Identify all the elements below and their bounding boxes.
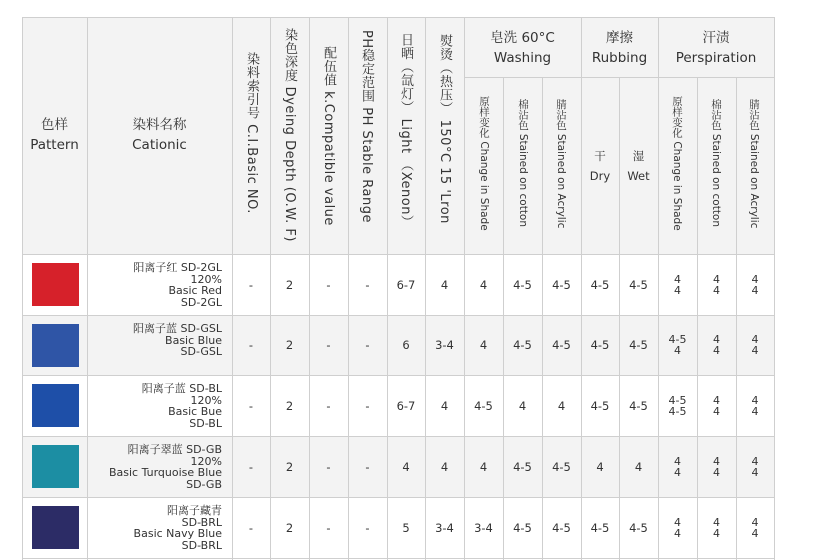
cell-persp-value: 4 (674, 283, 681, 297)
cell-compat: - (326, 398, 331, 413)
header-rubbing-zh: 摩擦 (606, 30, 633, 46)
cell-ci: - (248, 277, 254, 292)
header-persp-stained-cotton: 棉沾色 Stained on cotton (710, 99, 722, 228)
grid-hline (22, 375, 775, 376)
cell-wash: 4-5 (552, 520, 571, 535)
cell-persp (658, 375, 697, 436)
header-compatible-value: 配伍值 k.Compatible value (321, 46, 336, 226)
dye-name-line: 阳离子藏青 (167, 504, 222, 517)
cell-rub: 4 (596, 459, 604, 474)
cell-ph: - (365, 398, 370, 413)
grid-vline (87, 17, 88, 560)
cell-persp (658, 436, 697, 497)
cell-persp (697, 436, 736, 497)
header-pattern-zh: 色样 (41, 117, 68, 133)
cell-ci: - (248, 338, 254, 352)
grid-vline (232, 17, 233, 560)
cell-persp-value: 4 (674, 465, 681, 479)
cell-persp-value: 4 (713, 404, 720, 418)
grid-vline (270, 17, 271, 560)
cell-light: 4 (402, 459, 410, 474)
dye-name (133, 323, 222, 358)
header-washing-zh: 皂洗 60°C (490, 30, 555, 46)
cell-compat: - (326, 277, 331, 292)
grid-vline (619, 77, 620, 560)
dye-name-line: 120% (190, 393, 222, 407)
grid-hline (22, 315, 775, 316)
grid-hline (22, 497, 775, 498)
grid-vline (309, 17, 310, 560)
dye-name (142, 383, 222, 429)
header-pattern-en: Pattern (30, 137, 79, 153)
dye-name-line: SD-BRL (181, 515, 222, 529)
cell-persp-value: 4-5 (668, 393, 687, 407)
cell-persp (658, 497, 697, 558)
cell-persp-value: 4-5 (668, 404, 687, 418)
cell-ph: - (365, 520, 370, 535)
dye-name (109, 444, 222, 490)
cell-persp (658, 254, 697, 315)
dye-name-line: Basic Bue (168, 405, 222, 418)
cell-persp-value: 4 (751, 454, 759, 468)
cell-persp-value: 4 (713, 526, 720, 540)
dye-name (133, 262, 222, 308)
header-rub-wet-zh: 湿 (632, 149, 645, 163)
cell-wash: 4 (479, 277, 488, 292)
header-perspiration-en: Perspiration (675, 50, 757, 66)
header-wash-change-in-shade: 原样变化 Change in Shade (478, 96, 490, 231)
header-rubbing-en: Rubbing (591, 50, 648, 66)
cell-light: 6-7 (396, 398, 416, 413)
dye-name-line: 120% (190, 454, 222, 468)
cell-persp (736, 254, 774, 315)
dye-name-line: 阳离子蓝 SD-BL (141, 382, 222, 395)
grid-vline (387, 17, 388, 560)
cell-persp (736, 436, 774, 497)
cell-wash: 4-5 (552, 459, 571, 474)
cell-persp-value: 4 (751, 344, 759, 357)
header-light-fastness: 日晒（氙灯） Light （Xenon） (398, 33, 413, 229)
grid-hline (22, 17, 775, 18)
cell-wash: 4-5 (513, 338, 532, 352)
cell-persp (658, 315, 697, 375)
cell-wash: 4-5 (474, 398, 493, 413)
header-rub-wet (619, 146, 658, 186)
header-ph-range: PH稳定范围 PH Stable Range (359, 30, 374, 224)
dye-name-line: 120% (190, 272, 222, 286)
cell-ph: - (365, 338, 370, 352)
cell-persp-value: 4 (674, 526, 681, 540)
header-ci-number: 染料索引号 C.I.Basic NO. (244, 52, 259, 214)
grid-vline (774, 17, 775, 560)
dye-name-line: Basic Blue (165, 333, 222, 347)
cell-persp-value: 4-5 (668, 333, 687, 346)
cell-persp (697, 254, 736, 315)
cell-persp-value: 4 (674, 272, 681, 286)
dye-name (134, 505, 222, 551)
dye-name-line: Basic Red (168, 284, 222, 297)
cell-light: 5 (402, 520, 410, 535)
cell-rub: 4-5 (590, 398, 610, 413)
cell-wash: 4 (518, 398, 527, 413)
cell-wash: 4-5 (513, 459, 532, 474)
cell-persp-value: 4 (751, 526, 759, 540)
cell-persp-value: 4 (751, 333, 759, 346)
header-rub-dry-zh: 干 (594, 149, 606, 163)
header-washing (464, 27, 581, 69)
cell-ph: - (365, 277, 370, 292)
cell-iron: 4 (440, 277, 449, 292)
cell-rub: 4-5 (590, 338, 610, 352)
grid-vline (658, 17, 659, 560)
cell-persp-value: 4 (713, 283, 720, 297)
cell-rub: 4-5 (590, 277, 610, 292)
header-rub-wet-en: Wet (627, 169, 650, 183)
grid-vline (736, 77, 737, 560)
cell-ci: - (248, 459, 254, 474)
cell-compat: - (326, 520, 331, 535)
cell-rub: 4-5 (629, 338, 648, 352)
grid-vline (542, 77, 543, 560)
grid-hline (22, 436, 775, 437)
header-wash-stained-acrylic: 腈沾色 Stained on Acrylic (555, 99, 567, 229)
cell-wash: 4 (479, 459, 488, 474)
header-rub-dry (581, 146, 619, 186)
dye-name-line: 阳离子红 SD-2GL (133, 261, 222, 274)
cell-rub: 4-5 (629, 277, 648, 292)
dye-name-line: SD-GSL (180, 345, 222, 358)
dye-name-line: 阳离子翠蓝 SD-GB (127, 443, 222, 456)
header-washing-en: Washing (493, 50, 552, 66)
grid-vline (425, 17, 426, 560)
header-perspiration-zh: 汗渍 (702, 30, 730, 46)
grid-vline (697, 77, 698, 560)
grid-hline (22, 254, 775, 255)
cell-persp-value: 4 (751, 393, 759, 407)
grid-hline (22, 558, 775, 559)
cell-persp (736, 497, 774, 558)
cell-persp (697, 497, 736, 558)
cell-iron: 4 (440, 398, 449, 413)
cell-depth: 2 (285, 338, 294, 352)
header-dye-name (87, 110, 232, 160)
dye-name-line: 阳离子蓝 SD-GSL (133, 322, 222, 335)
cell-iron: 3-4 (435, 338, 454, 352)
header-rub-dry-en: Dry (589, 169, 611, 183)
cell-persp-value: 4 (751, 272, 759, 286)
dye-name-line: SD-BRL (181, 538, 222, 552)
cell-rub: 4-5 (629, 398, 648, 413)
dye-name-line: SD-BL (189, 416, 222, 430)
cell-persp-value: 4 (751, 465, 759, 479)
header-dye-name-en: Cationic (132, 137, 187, 153)
cell-persp-value: 4 (751, 515, 759, 529)
header-persp-change-in-shade: 原样变化 Change in Shade (671, 96, 683, 231)
cell-depth: 2 (285, 459, 294, 474)
cell-rub: 4 (634, 459, 643, 474)
cell-compat: - (326, 459, 331, 474)
grid-vline (581, 17, 582, 560)
grid-vline (503, 77, 504, 560)
cell-persp-value: 4 (713, 272, 720, 286)
cell-persp-value: 4 (674, 454, 681, 468)
header-ironing: 熨烫（热压） 150°C 15 'Lron (437, 34, 452, 224)
cell-depth: 2 (285, 398, 294, 413)
cell-wash: 4-5 (552, 277, 571, 292)
cell-wash: 4 (479, 338, 488, 352)
cell-persp (736, 375, 774, 436)
header-persp-stained-acrylic: 腈沾色 Stained on Acrylic (748, 99, 760, 229)
cell-persp-value: 4 (713, 344, 720, 357)
cell-iron: 4 (440, 459, 449, 474)
cell-persp-value: 4 (751, 404, 759, 418)
cell-persp (736, 315, 774, 375)
header-dyeing-depth: 染色深度 Dyeing Depth (O.W. F) (282, 28, 297, 242)
cell-persp-value: 4 (713, 454, 720, 468)
cell-wash: 4-5 (513, 520, 532, 535)
grid-vline (348, 17, 349, 560)
header-pattern (22, 110, 87, 160)
cell-persp-value: 4 (713, 393, 720, 407)
cell-persp-value: 4 (713, 515, 720, 529)
cell-iron: 3-4 (435, 520, 454, 535)
cell-wash: 4-5 (513, 277, 532, 292)
cell-wash: 3-4 (474, 520, 493, 535)
dye-name-line: Basic Turquoise Blue (108, 466, 222, 479)
cell-light: 6-7 (396, 277, 416, 292)
cell-ph: - (365, 459, 370, 474)
cell-persp-value: 4 (751, 283, 759, 297)
cell-light: 6 (402, 338, 410, 352)
header-perspiration (658, 27, 774, 69)
color-swatch (32, 263, 79, 306)
dye-name-line: SD-2GL (180, 295, 222, 309)
cell-persp-value: 4 (674, 515, 681, 529)
dye-name-line: Basic Navy Blue (133, 527, 222, 540)
cell-persp (697, 315, 736, 375)
dye-name-line: SD-GB (186, 477, 222, 491)
cell-ci: - (248, 520, 254, 535)
header-dye-name-zh: 染料名称 (132, 117, 187, 133)
grid-vline (22, 17, 23, 560)
cell-ci: - (248, 398, 254, 413)
color-swatch (32, 384, 79, 427)
grid-vline (464, 17, 465, 560)
cell-persp-value: 4 (674, 344, 681, 357)
cell-persp-value: 4 (713, 333, 720, 346)
color-swatch (32, 506, 79, 549)
cell-depth: 2 (285, 277, 294, 292)
cell-wash: 4 (557, 398, 566, 413)
cell-persp-value: 4 (713, 465, 720, 479)
cell-rub: 4-5 (629, 520, 648, 535)
header-wash-stained-cotton: 棉沾色 Stained on cotton (517, 99, 529, 228)
cell-wash: 4-5 (552, 338, 571, 352)
color-swatch (32, 324, 79, 367)
cell-rub: 4-5 (590, 520, 610, 535)
color-swatch (32, 445, 79, 488)
header-rubbing (581, 27, 658, 69)
cell-persp (697, 375, 736, 436)
cell-depth: 2 (285, 520, 294, 535)
cell-compat: - (326, 338, 331, 352)
